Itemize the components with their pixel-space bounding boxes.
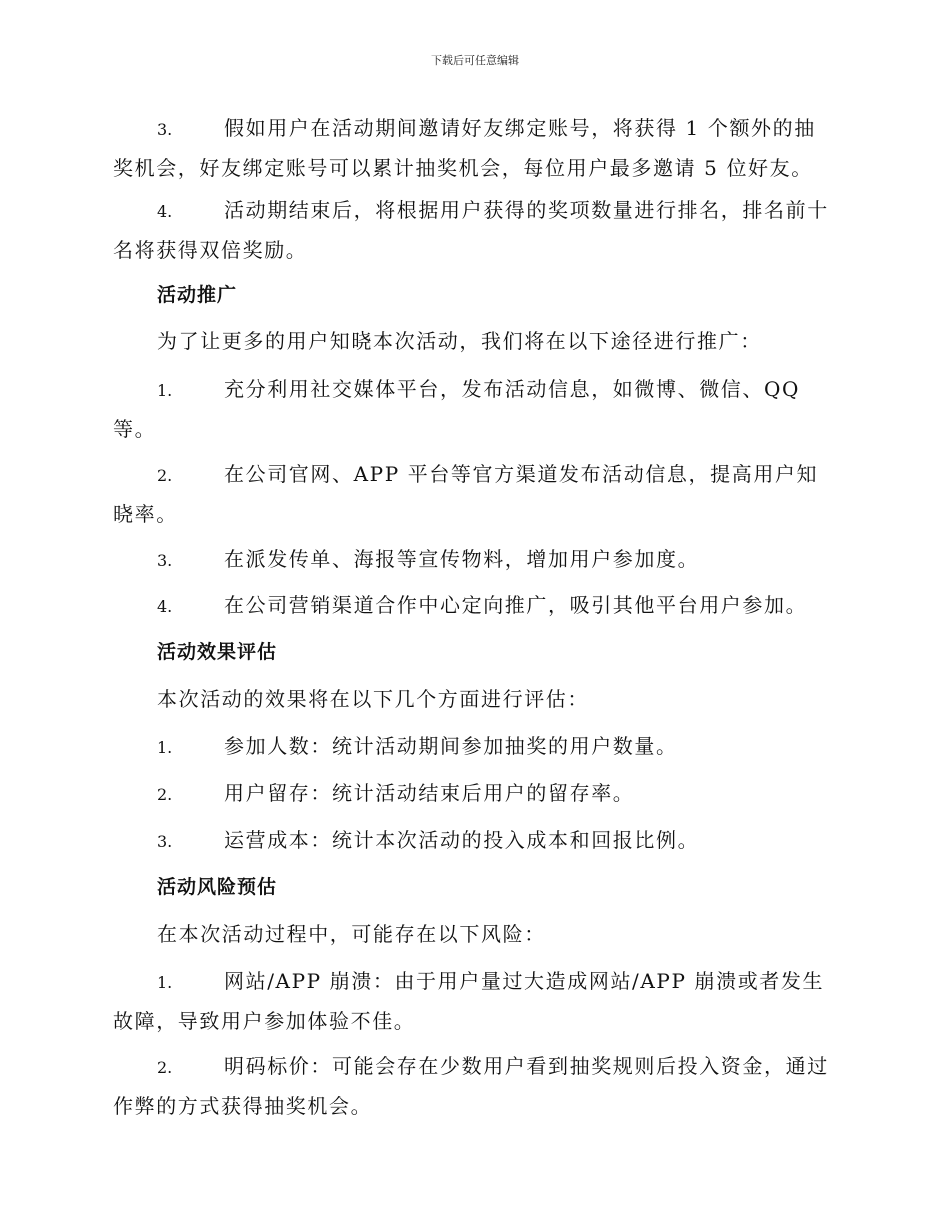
promo-item-2 xyxy=(113,455,833,533)
eval-item-3-number: 3. xyxy=(157,832,173,851)
section-heading-eval: 活动效果评估 xyxy=(157,641,278,663)
promo-item-1-number: 1. xyxy=(157,381,173,400)
promo-item-2-number: 2. xyxy=(157,466,173,485)
promo-item-2-text: 在公司官网、APP 平台等官方渠道发布活动信息，提高用户知晓率。 xyxy=(113,462,819,526)
eval-item-2-number: 2. xyxy=(157,785,173,804)
risk-item-1-number: 1. xyxy=(157,973,173,992)
promo-item-3-text: 在派发传单、海报等宣传物料，增加用户参加度。 xyxy=(224,547,700,571)
promo-item-1-text: 充分利用社交媒体平台，发布活动信息，如微博、微信、QQ 等。 xyxy=(113,377,800,441)
risk-item-1 xyxy=(113,962,833,1040)
section-heading-risk: 活动风险预估 xyxy=(157,876,278,898)
rule-item-4-text: 活动期结束后，将根据用户获得的奖项数量进行排名，排名前十名将获得双倍奖励。 xyxy=(113,198,829,262)
page-header: 下载后可任意编辑 xyxy=(431,54,519,67)
promo-item-3 xyxy=(113,540,833,580)
risk-item-2 xyxy=(113,1047,833,1125)
eval-intro: 本次活动的效果将在以下几个方面进行评估： xyxy=(157,687,589,711)
risk-item-1-text: 网站/APP 崩溃：由于用户量过大造成网站/APP 崩溃或者发生故障，导致用户参加体验不佳。 xyxy=(113,969,825,1033)
eval-item-3-text: 运营成本：统计本次活动的投入成本和回报比例。 xyxy=(224,828,700,852)
rule-item-3 xyxy=(113,109,833,187)
rule-item-3-text: 假如用户在活动期间邀请好友绑定账号，将获得 1 个额外的抽奖机会，好友绑定账号可以累计抽奖机会，每位用户最多邀请 5 位好友。 xyxy=(113,116,816,180)
eval-item-2-text: 用户留存：统计活动结束后用户的留存率。 xyxy=(224,781,635,805)
promo-item-4-number: 4. xyxy=(157,597,173,616)
promo-item-4 xyxy=(113,586,833,626)
promo-intro: 为了让更多的用户知晓本次活动，我们将在以下途径进行推广： xyxy=(157,329,762,353)
rule-item-3-number: 3. xyxy=(157,120,173,139)
section-heading-promo: 活动推广 xyxy=(157,284,238,306)
eval-item-1 xyxy=(113,727,833,767)
risk-item-2-text: 明码标价：可能会存在少数用户看到抽奖规则后投入资金，通过作弊的方式获得抽奖机会。 xyxy=(113,1054,829,1118)
rule-item-4-number: 4. xyxy=(157,202,173,221)
eval-item-1-number: 1. xyxy=(157,738,173,757)
eval-item-2 xyxy=(113,774,833,814)
promo-item-4-text: 在公司营销渠道合作中心定向推广，吸引其他平台用户参加。 xyxy=(224,593,808,617)
rule-item-4 xyxy=(113,191,833,269)
eval-item-1-text: 参加人数：统计活动期间参加抽奖的用户数量。 xyxy=(224,734,678,758)
risk-intro: 在本次活动过程中，可能存在以下风险： xyxy=(157,922,546,946)
promo-item-1 xyxy=(113,370,833,448)
eval-item-3 xyxy=(113,821,833,861)
promo-item-3-number: 3. xyxy=(157,551,173,570)
risk-item-2-number: 2. xyxy=(157,1058,173,1077)
